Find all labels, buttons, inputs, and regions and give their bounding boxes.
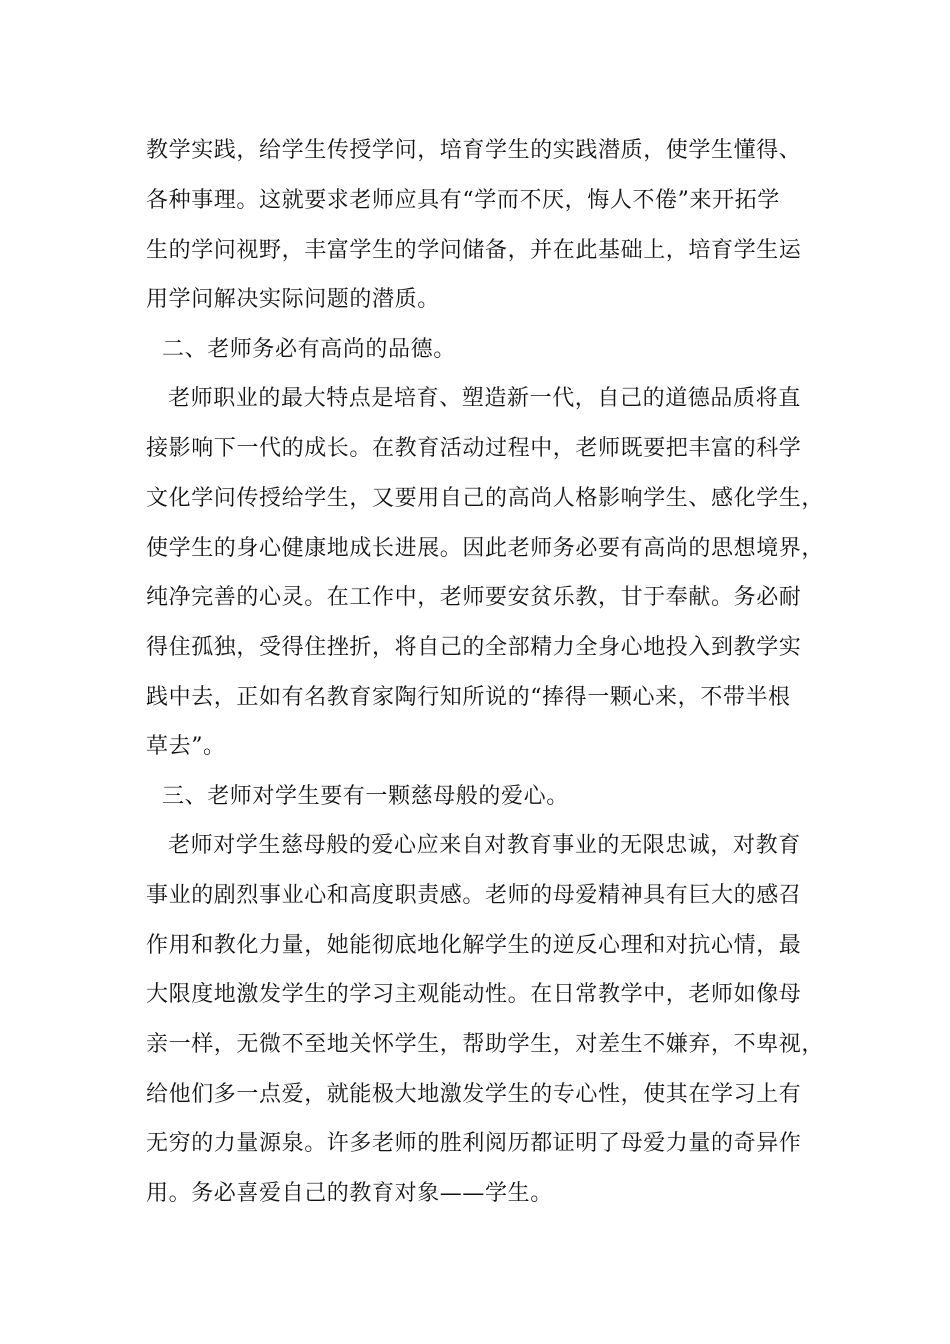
text-line: 老师职业的最大特点是培育、塑造新一代，自己的道德品质将直 xyxy=(168,386,801,411)
text-line: 亲一样，无微不至地关怀学生，帮助学生，对差生不嫌弃，不卑视， xyxy=(146,1032,825,1057)
text-line: 使学生的身心健康地成长进展。因此老师务必要有高尚的思想境界， xyxy=(146,536,825,561)
text-line: 给他们多一点爱，就能极大地激发学生的专心性，使其在学习上有 xyxy=(146,1082,802,1107)
text-line: 践中去，正如有名教育家陶行知所说的“捧得一颗心来，不带半根 xyxy=(146,685,791,710)
text-line: 事业的剧烈事业心和高度职责感。老师的母爱精神具有巨大的感召 xyxy=(146,883,802,908)
text-line: 教学实践，给学生传授学问，培育学生的实践潜质，使学生懂得、 xyxy=(146,138,802,163)
section-heading-2: 二、老师务必有高尚的品德。 xyxy=(162,337,456,362)
text-line: 纯净完善的心灵。在工作中，老师要安贫乐教，甘于奉献。务必耐 xyxy=(146,585,802,610)
text-line: 大限度地激发学生的学习主观能动性。在日常教学中，老师如像母 xyxy=(146,982,802,1007)
text-line: 得住孤独，受得住挫折，将自己的全部精力全身心地投入到教学实 xyxy=(146,635,802,660)
text-line: 老师对学生慈母般的爱心应来自对教育事业的无限忠诚，对教育 xyxy=(168,833,801,858)
text-line: 文化学问传授给学生，又要用自己的高尚人格影响学生、感化学生， xyxy=(146,486,825,511)
text-line: 用。务必喜爱自己的教育对象——学生。 xyxy=(146,1181,553,1206)
text-line: 生的学问视野，丰富学生的学问储备，并在此基础上，培育学生运 xyxy=(146,238,802,263)
text-line: 作用和教化力量，她能彻底地化解学生的逆反心理和对抗心情，最 xyxy=(146,933,802,958)
text-line: 接影响下一代的成长。在教育活动过程中，老师既要把丰富的科学 xyxy=(146,436,802,461)
section-heading-3: 三、老师对学生要有一颗慈母般的爱心。 xyxy=(162,784,569,809)
text-line: 无穷的力量源泉。许多老师的胜利阅历都证明了母爱力量的奇异作 xyxy=(146,1131,802,1156)
text-line: 用学问解决实际问题的潜质。 xyxy=(146,287,440,312)
text-line: 草去”。 xyxy=(146,734,226,759)
text-line: 各种事理。这就要求老师应具有“学而不厌，悔人不倦”来开拓学 xyxy=(146,188,780,213)
